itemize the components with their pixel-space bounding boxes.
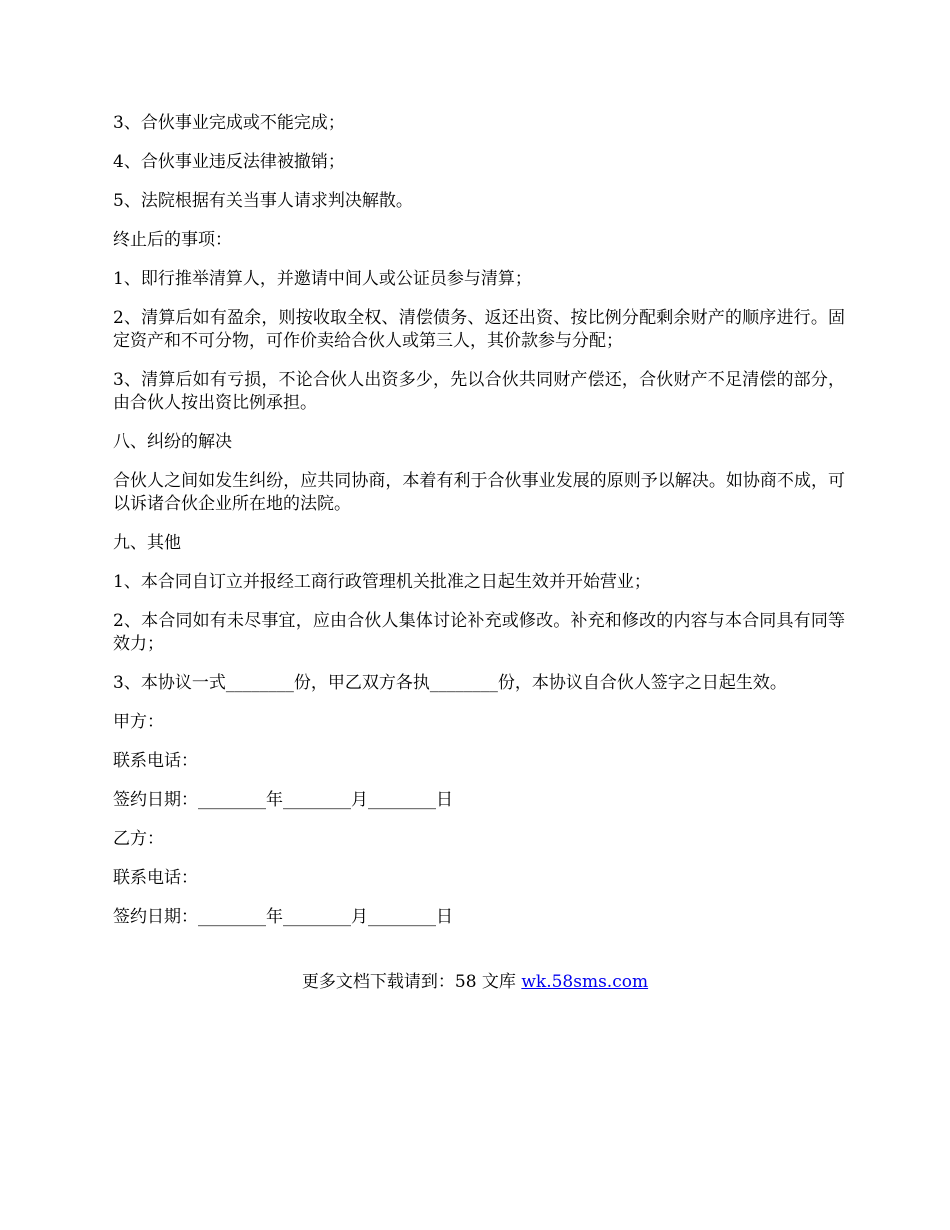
paragraph-dispute-resolution: 合伙人之间如发生纠纷，应共同协商，本着有利于合伙事业发展的原则予以解决。如协商不成，可以诉诸合伙企业所在地的法院。	[113, 471, 845, 514]
party-a-signing-date: 签约日期：________年________月________日	[113, 790, 453, 810]
party-b-signing-date: 签约日期：________年________月________日	[113, 907, 453, 927]
footer-text: 更多文档下载请到：58 文库	[301, 972, 522, 992]
party-a-phone-label: 联系电话：	[113, 751, 198, 771]
paragraph-other-item-3: 3、本协议一式________份，甲乙双方各执________份，本协议自合伙人签字之日起生效。	[113, 673, 787, 693]
paragraph-other-item-2: 2、本合同如有未尽事宜，应由合伙人集体讨论补充或修改。补充和修改的内容与本合同具有同等效力；	[113, 611, 845, 654]
party-b-phone-label: 联系电话：	[113, 868, 198, 888]
section-heading-other: 九、其他	[113, 533, 181, 553]
paragraph-dissolution-item-3: 3、合伙事业完成或不能完成；	[113, 113, 345, 133]
paragraph-liquidation-item-2: 2、清算后如有盈余，则按收取全权、清偿债务、返还出资、按比例分配剩余财产的顺序进行。固定资产和不可分物，可作价卖给合伙人或第三人，其价款参与分配；	[113, 308, 845, 351]
footer	[0, 970, 950, 994]
paragraph-other-item-1: 1、本合同自订立并报经工商行政管理机关批准之日起生效并开始营业；	[113, 572, 651, 592]
section-heading-dispute-resolution: 八、纠纷的解决	[113, 432, 232, 452]
paragraph-liquidation-item-3: 3、清算后如有亏损，不论合伙人出资多少，先以合伙共同财产偿还，合伙财产不足清偿的部分，由合伙人按出资比例承担。	[113, 370, 845, 413]
party-b-label: 乙方：	[113, 829, 164, 849]
document-body	[113, 112, 845, 945]
paragraph-dissolution-item-4: 4、合伙事业违反法律被撤销；	[113, 152, 345, 172]
paragraph-liquidation-item-1: 1、即行推举清算人，并邀请中间人或公证员参与清算；	[113, 269, 532, 289]
party-a-label: 甲方：	[113, 712, 164, 732]
heading-after-termination: 终止后的事项：	[113, 230, 232, 250]
footer-link[interactable]: wk.58sms.com	[521, 972, 649, 992]
paragraph-dissolution-item-5: 5、法院根据有关当事人请求判决解散。	[113, 191, 413, 211]
